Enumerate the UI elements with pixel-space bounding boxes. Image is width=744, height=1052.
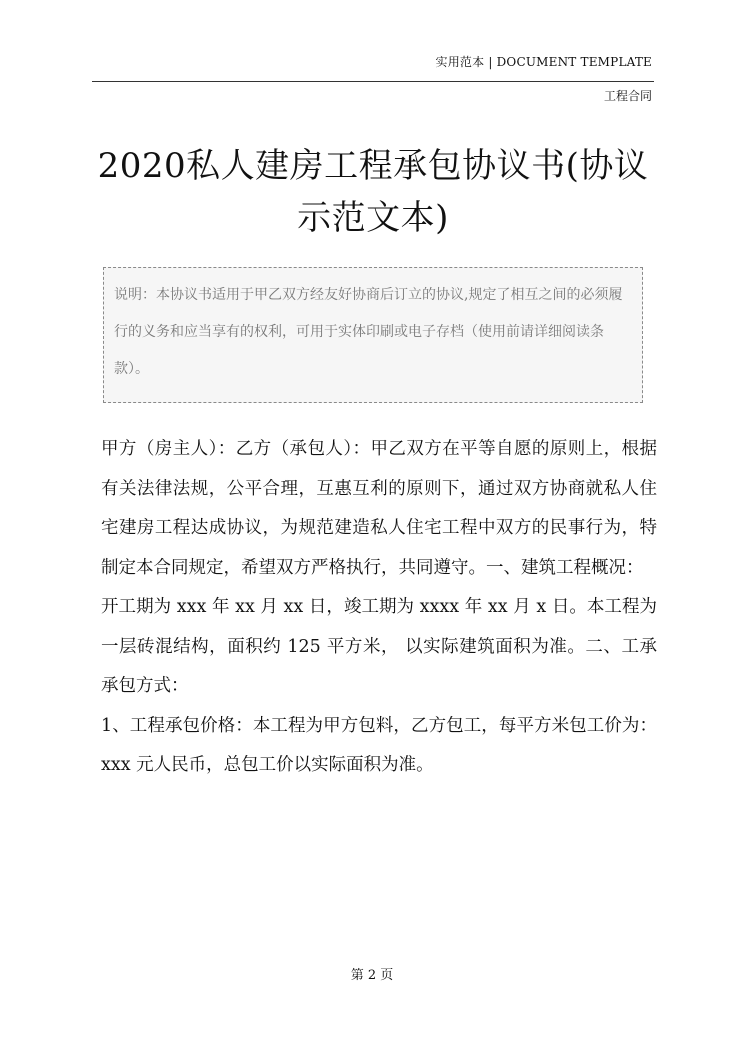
body-paragraph-2: 开工期为 xxx 年 xx 月 xx 日，竣工期为 xxxx 年 xx 月 x 日。本工程为一层砖混结构，面积约 125 平方米， 以实际建筑面积为准。二、工承承包方式： [101, 597, 657, 696]
body-paragraph-1: 甲方（房主人）：乙方（承包人）：甲乙双方在平等自愿的原则上，根据有关法律法规，公平合理，互惠互利的原则下，通过双方协商就私人住宅建房工程达成协议，为规范建造私人住宅工程中双方的民事行为，特制定本合同规定，希望双方严格执行，共同遵守。一、建筑工程概况： [101, 439, 657, 578]
header-divider [92, 81, 654, 82]
body-paragraph-3: 1、工程承包价格：本工程为甲方包料，乙方包工，每平方米包工价为：xxx 元人民币，总包工价以实际面积为准。 [101, 715, 657, 775]
header-category: 工程合同 [603, 89, 652, 103]
document-title: 2020私人建房工程承包协议书(协议示范文本) [97, 146, 649, 238]
note-box [103, 267, 643, 403]
page-number: 第 2 页 [350, 968, 394, 983]
document-body [101, 430, 657, 786]
header-tag: 实用范本 | DOCUMENT TEMPLATE [435, 55, 652, 69]
note-text: 说明：本协议书适用于甲乙双方经友好协商后订立的协议,规定了相互之间的必须履行的义务和应当享有的权利，可用于实体印刷或电子存档（使用前请详细阅读条款）。 [114, 287, 623, 377]
